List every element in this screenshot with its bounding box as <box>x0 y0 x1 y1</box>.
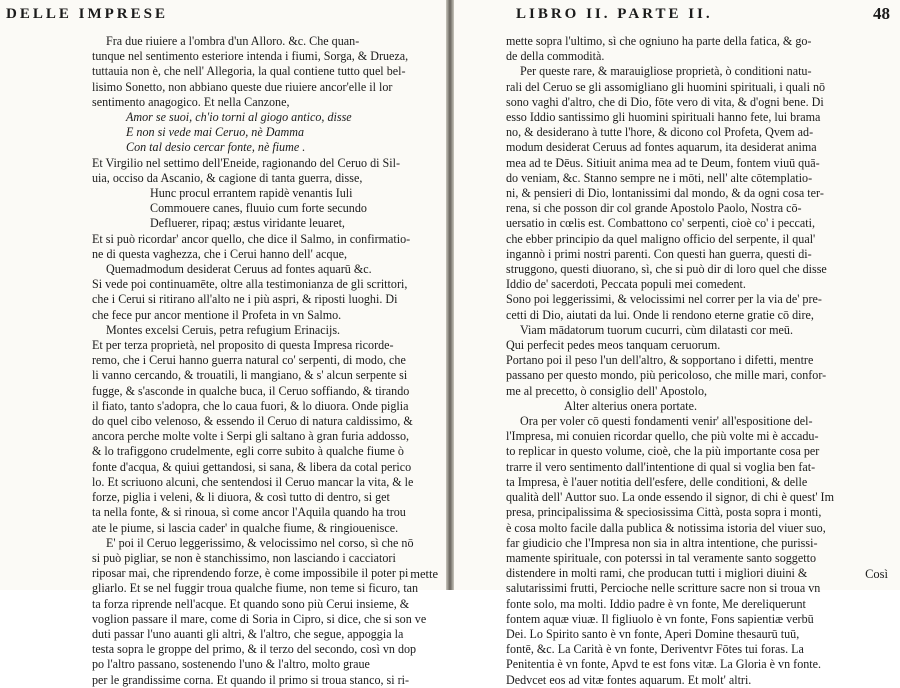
left-text-line: ta forza riprende nell'acque. Et quando sono più Cerui insieme, & <box>92 596 410 611</box>
right-running-head: LIBRO II. PARTE II. <box>516 6 713 22</box>
left-text-line: testa sopra le groppe del primo, & il terzo del secondo, così vn dop <box>92 642 417 657</box>
right-page <box>454 0 900 687</box>
right-text-line: ta Impresa, è l'auer notitia dell'esfere, delle conditioni, & delle <box>506 474 808 489</box>
left-catchword: mette <box>410 567 438 581</box>
right-text-line: Sono poi leggerissimi, & velocissimi nel correr per la via de' pre- <box>506 292 822 307</box>
book-gutter <box>446 0 454 590</box>
right-text-line: struggono, questi diuorano, sì, che si può dir di loro quel che disse <box>506 262 827 277</box>
left-text-line: uia, occiso da Ascanio, & cagione di tanta guerra, disse, <box>92 170 363 185</box>
left-page <box>0 0 446 687</box>
right-text-line: ni, & pensieri di Dio, lontanissimi dal mondo, & da ogni cosa ter- <box>506 186 824 201</box>
left-text-line: tuttauia non è, che nell' Allegoria, la qual contiene tutto quel bel- <box>92 64 406 79</box>
right-text-line: trarre il vero sentimento dall'intentione di qual si voglia ben fat- <box>506 459 816 474</box>
left-text-line: fugge, & s'asconde in qualche buca, il Ceruo soffiando, & tirando <box>92 383 410 398</box>
right-text-block <box>506 34 892 688</box>
right-text-line: che ebber principio da quel maligno officio del serpente, il qual' <box>506 231 816 246</box>
right-text-line: to replicar in questo volume, cioè, che la più importante cosa per <box>506 444 820 459</box>
right-text-line: presa, principalissima & speciosissima Città, posta sopra i monti, <box>506 505 822 520</box>
left-text-line: Montes excelsi Ceruis, petra refugium Erinacijs. <box>106 322 341 337</box>
right-text-line: mette sopra l'ultimo, sì che ogniuno ha parte della fatica, & go- <box>506 34 812 48</box>
right-text-line: me al precetto, ò consiglio dell' Apostolo, <box>506 383 708 398</box>
right-text-line: cetti di Dio, aiutati da lui. Onde li rendono eterne gratie cō dire, <box>506 307 814 322</box>
left-text-line: Et per terza proprietà, nel proposito di questa Impresa ricorde- <box>92 338 394 353</box>
left-text-line: ta nella fonte, & si rinoua, sì come ancor l'Aquila quando ha trou <box>92 505 406 520</box>
right-text-line: Dei. Lo Spirito santo è vn fonte, Aperi Domine thesaurū tuū, <box>506 626 800 641</box>
right-text-line: Per queste rare, & marauigliose proprietà, ò conditioni natu- <box>520 64 812 79</box>
left-text-line: do quel cibo velenoso, & essendo il Ceruo di natura caldissimo, & <box>92 414 413 429</box>
left-text-line: il fiato, tanto s'adopra, che lo caua fuori, & lo diuora. Onde piglia <box>92 398 409 413</box>
left-text-line: Hunc procul errantem rapidè venantis Iuli <box>150 186 353 201</box>
right-text-line: esso Iddio santissimo gli huomini spirituali hanno fete, lui brama <box>506 110 821 125</box>
right-text-line: l'Impresa, mi conuien ricordar quello, che più volte mi è accadu- <box>506 429 819 444</box>
right-text-line: passano per questo mondo, più pericoloso, che mille mari, confor- <box>506 368 827 383</box>
left-text-line: E' poi il Ceruo leggerissimo, & velocissimo nel corso, sì che nō <box>106 535 414 550</box>
left-text-line: ancora perche molte volte i Serpi gli saltano à gran furia addosso, <box>92 429 410 444</box>
left-text-line: Quemadmodum desiderat Ceruus ad fontes aquarū &c. <box>106 262 372 277</box>
left-text-line: voglion passare il mare, come di Soria in Cipro, si dice, che si son ve <box>92 611 427 626</box>
right-text-line: Qui perfecit pedes meos tanquam ceruorum. <box>506 338 721 353</box>
left-text-line: che i Cerui si ritirano all'alto ne i più aspri, & riposti luoghi. Di <box>92 292 398 307</box>
left-text-line: fonte d'acqua, & quiui gettandosi, si sana, & libera da cotal perico <box>92 459 412 474</box>
right-text-line: modum desiderat Ceruus ad fontes aquarum, ita desiderat anima <box>506 140 817 155</box>
left-text-line: Commouere canes, fluuio cum forte secundo <box>150 201 367 216</box>
right-text-line: no, & desiderano à tutte l'hore, & dicono col Profeta, Qvem ad- <box>506 125 814 140</box>
left-text-line: li vanno cercando, & trouatili, li mangiano, & s' alcun serpente si <box>92 368 408 383</box>
right-text-line: Ora per voler cō questi fondamenti venir' all'espositione del- <box>520 414 813 429</box>
left-text-line: lisimo Sonetto, non abbiano queste due riuiere ancor'elle il lor <box>92 79 393 94</box>
left-text-line: per le grandissime corna. Et quando il primo si troua stanco, si ri- <box>92 672 410 687</box>
left-text-line: Defluerer, ripaq; æstus viridante leuaret, <box>150 216 345 231</box>
left-text-line: tunque nel sentimento esteriore intenda i fiumi, Sorga, & Drueza, <box>92 49 409 64</box>
left-text-line: ate le piume, si lascia cader' in qualche fiume, & ringiouenisce. <box>92 520 399 535</box>
right-text-line: far giudicio che l'Impresa non sia in altra intentione, che purissi- <box>506 535 818 550</box>
page-number: 48 <box>873 4 890 23</box>
left-text-line: Amor se suoi, ch'io torni al giogo antico, disse <box>126 110 352 125</box>
right-text-line: salutarissimi frutti, Percioche nelle scritture sacre non si troua vn <box>506 581 821 596</box>
left-running-head: DELLE IMPRESE <box>6 6 168 22</box>
right-text-line: do veniam, &c. Stanno sempre ne i mōti, nell' alte cōtemplatio- <box>506 170 813 185</box>
right-text-line: fontem aquæ viuæ. Il figliuolo è vn fonte, Fons sapientiæ verbū <box>506 611 814 626</box>
left-text-line: remo, che i Cerui hanno guerra natural co' serpenti, di modo, che <box>92 353 406 368</box>
right-text-line: Penitentia è vn fonte, Apvd te est fons vitæ. La Gloria è vn fonte. <box>506 657 822 672</box>
right-text-line: rali del Ceruo se gli assomigliano gli huomini spirituali, i quali nō <box>506 79 826 94</box>
right-text-line: fontē, &c. La Carità è vn fonte, Deriventvr Fōtes tui foras. La <box>506 642 804 657</box>
left-text-line: forze, piglia i veleni, & li diuora, & così tutto di dentro, si get <box>92 490 390 505</box>
left-text-line: & lo trafiggono crudelmente, egli corre subito à qualche fiume ò <box>92 444 404 459</box>
left-text-block <box>92 34 442 688</box>
right-text-line: distendere in molti rami, che producan tutti i migliori diuini & <box>506 566 808 581</box>
right-text-line: rena, si che posson dir col grande Apostolo Paolo, Nostra cō- <box>506 201 802 216</box>
left-text-line: che fece pur ancor mentione il Profeta in vn Salmo. <box>92 307 342 322</box>
right-text-line: Alter alterius onera portate. <box>564 398 697 413</box>
right-text-line: fonte solo, ma molti. Iddio padre è vn fonte, Me dereliquerunt <box>506 596 806 611</box>
left-text-line: riposar mai, che riprendendo forze, è come impossibile il poter pi <box>92 566 409 581</box>
right-catchword: Così <box>865 567 888 581</box>
left-text-line: duti passar l'uno auanti gli altri, & l'altro, che segue, appoggia la <box>92 626 404 641</box>
left-text-line: lo. Et scriuono alcuni, che sentendosi il Ceruo mancar la vita, & le <box>92 474 414 489</box>
right-text-line: Iddio de' sacerdoti, Peccata populi mei comedent. <box>506 277 746 292</box>
right-text-line: qualità dell' Auttor suo. La onde essendo il signor, di chi è quest' Im <box>506 490 834 505</box>
left-text-line: sentimento anagogico. Et nella Canzone, <box>92 94 290 109</box>
right-text-line: Viam mādatorum tuorum cucurri, cùm dilatasti cor meū. <box>520 322 793 337</box>
right-text-line: è cosa molto facile dalla publica & notissima istoria del viuer suo, <box>506 520 826 535</box>
left-text-line: E non si vede mai Ceruo, nè Damma <box>126 125 305 140</box>
left-text-line: Fra due riuiere a l'ombra d'un Alloro. &c. Che quan- <box>106 34 360 48</box>
right-text-line: Portano poi il peso l'un dell'altro, & sopportano i difetti, mentre <box>506 353 814 368</box>
left-text-line: Et Virgilio nel settimo dell'Eneide, ragionando del Ceruo di Sil- <box>92 155 401 170</box>
left-text-line: po l'altro passano, sostenendo l'uno & l'altro, molto graue <box>92 657 370 672</box>
left-text-line: Et si può ricordar' ancor quello, che dice il Salmo, in confirmatio- <box>92 231 411 246</box>
right-text-line: sono vaghi d'altro, che di Dio, fōte vero di vita, & d'ogni bene. Di <box>506 94 824 109</box>
left-text-line: si può pigliar, se non è stanchissimo, non lasciando i cacciatori <box>92 550 396 565</box>
right-text-line: Dedvcet eos ad vitæ fontes aquarum. Et molt' altri. <box>506 672 752 687</box>
right-text-line: ingannò i primi nostri parenti. Con questi han guerra, questi di- <box>506 246 812 261</box>
right-text-line: de della commodità. <box>506 49 605 64</box>
left-text-line: ne di questa vaghezza, che i Cerui hanno dell' acque, <box>92 246 348 261</box>
right-text-line: mamente spirituale, con poterssi in tal veramente santo soggetto <box>506 550 816 565</box>
left-text-line: Si vede poi continuamēte, oltre alla testimonianza de gli scrittori, <box>92 277 408 292</box>
right-text-line: uersatio in cœlis est. Combattono co' serpenti, cioè co' i peccati, <box>506 216 815 231</box>
left-text-line: Con tal desio cercar fonte, nè fiume . <box>126 140 306 155</box>
right-text-line: mea ad te Dēus. Sitiuit anima mea ad te Deum, fontem viuū quā- <box>506 155 820 170</box>
left-text-line: gliarlo. Et se nel fuggir troua qualche fiume, non teme si ficuro, tan <box>92 581 419 596</box>
